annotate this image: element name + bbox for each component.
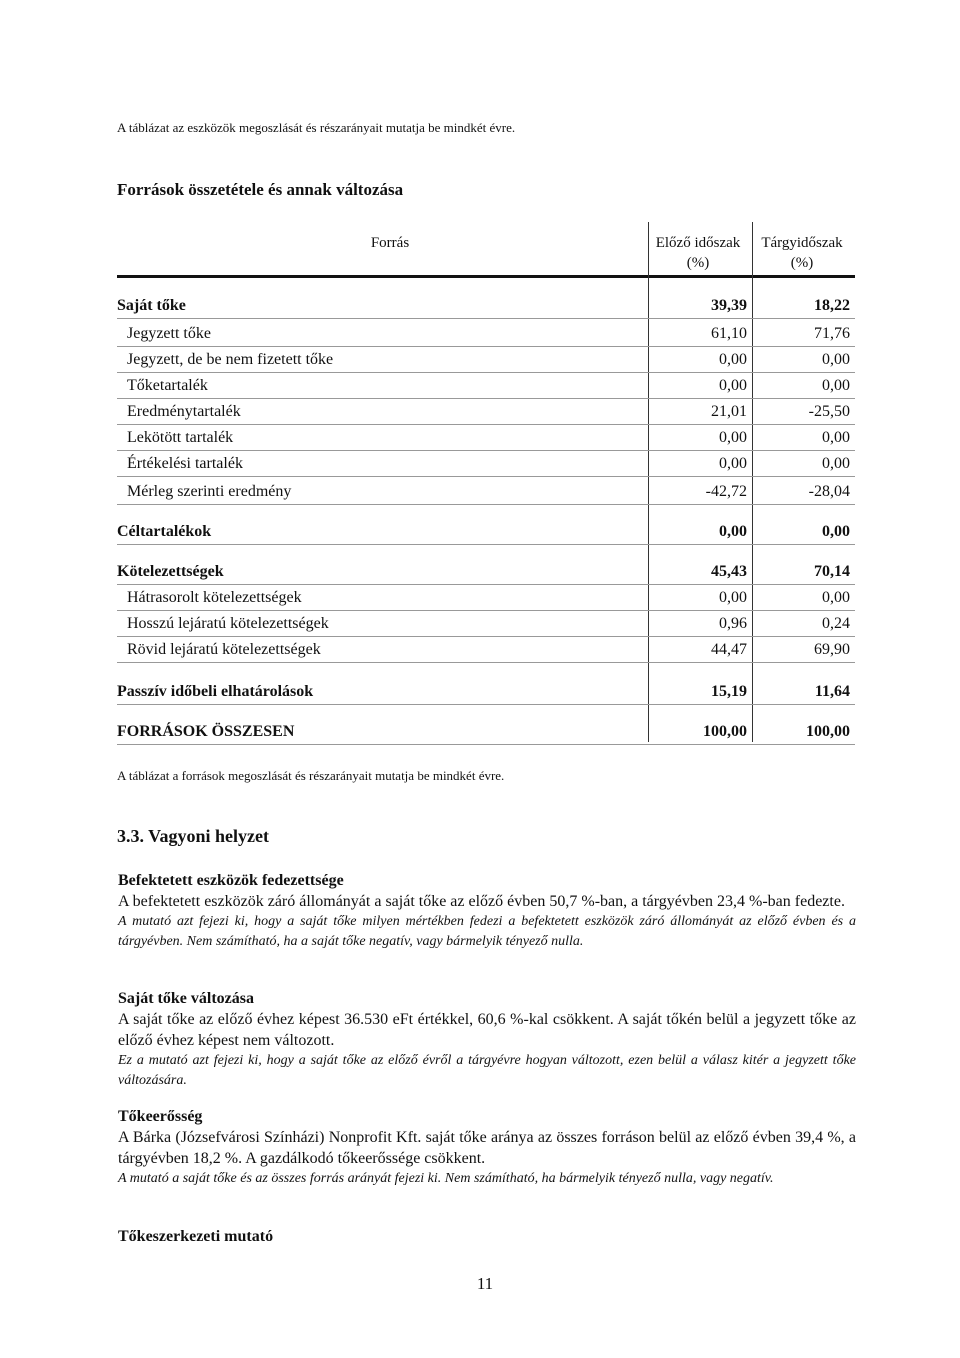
row-prev-value: 0,00 [719, 429, 747, 446]
row-curr-value: 69,90 [814, 641, 850, 658]
table-row [117, 610, 855, 637]
col-prev-header: Előző időszak (%) [655, 235, 741, 271]
row-curr-value: 0,00 [822, 429, 850, 446]
row-label: Hosszú lejáratú kötelezettségek [127, 615, 329, 632]
row-label: Eredménytartalék [127, 403, 241, 420]
row-curr-value: 11,64 [814, 683, 850, 700]
table-row [117, 518, 855, 545]
row-curr-value: 100,00 [806, 723, 850, 740]
row-prev-value: 0,00 [719, 455, 747, 472]
heading: Tőkeerősség [118, 1108, 203, 1125]
table-row [117, 718, 855, 745]
note: A mutató a saját tőke és az összes forrás arányát fejezi ki. Nem számítható, ha bármelyik tényező nulla, vagy negatív. [118, 1171, 774, 1186]
row-prev-value: 21,01 [711, 403, 747, 420]
note: A mutató azt fejezi ki, hogy a saját tőke milyen mértékben fedezi a befektetett eszközök záró állományát az előző évben és a tárgyévben. Nem számítható, ha a saját tőke negatív, vagy bármelyik tényező nulla. [118, 914, 856, 949]
row-curr-value: -25,50 [808, 403, 850, 420]
row-prev-value: 15,19 [711, 683, 747, 700]
table-row [117, 346, 855, 373]
row-prev-value: 100,00 [703, 723, 747, 740]
row-prev-value: 45,43 [711, 563, 747, 580]
body-text: A befektetett eszközök záró állományát a saját tőke az előző évben 50,7 %-ban, a tárgyévben 23,4 %-ban fedezte. [118, 893, 845, 910]
col-curr-header: Tárgyidőszak (%) [761, 235, 843, 271]
heading: Befektetett eszközök fedezettsége [118, 872, 344, 889]
row-label: Jegyzett tőke [127, 325, 211, 342]
row-label: Saját tőke [117, 297, 186, 314]
table-row [117, 636, 855, 663]
row-curr-value: 70,14 [814, 563, 850, 580]
body-text: A saját tőke az előző évhez képest 36.530 eFt értékkel, 60,6 %-kal csökkent. A saját tőkén belül a jegyzett tőke az előző évhez képest nem változott. [118, 1011, 856, 1049]
row-curr-value: 0,00 [822, 351, 850, 368]
section-tokeeroseg [118, 1106, 856, 1189]
table-row [117, 372, 855, 399]
table-row [117, 398, 855, 425]
row-label: Kötelezettségek [117, 563, 224, 580]
table-row [117, 450, 855, 477]
body-text: A Bárka (Józsefvárosi Színházi) Nonprofit Kft. saját tőke aránya az összes forráson belül az előző évben 39,4 %, a tárgyévben 18,2 %. A gazdálkodó tőkeerőssége csökkent. [118, 1129, 856, 1167]
row-curr-value: 0,24 [822, 615, 850, 632]
header-rule [117, 275, 855, 278]
row-prev-value: 44,47 [711, 641, 747, 658]
row-prev-value: 0,00 [719, 523, 747, 540]
row-curr-value: 0,00 [822, 455, 850, 472]
table-row [117, 320, 855, 347]
table-row [117, 584, 855, 611]
section-title: 3.3. Vagyoni helyzet [117, 826, 270, 846]
row-label: Passzív időbeli elhatárolások [117, 683, 314, 700]
row-curr-value: 71,76 [814, 325, 850, 342]
row-label: Értékelési tartalék [127, 455, 243, 472]
heading: Tőkeszerkezeti mutató [118, 1228, 274, 1245]
row-label: Mérleg szerinti eredmény [127, 483, 292, 500]
table-row [117, 478, 855, 505]
table-title: Források összetétele és annak változása [117, 180, 404, 199]
page-number: 11 [476, 1274, 494, 1293]
row-label: FORRÁSOK ÖSSZESEN [117, 723, 295, 740]
row-curr-value: 0,00 [822, 377, 850, 394]
heading: Saját tőke változása [118, 990, 254, 1007]
table-row [117, 292, 855, 319]
row-prev-value: 0,00 [719, 589, 747, 606]
row-prev-value: 0,96 [719, 615, 747, 632]
row-prev-value: 39,39 [711, 297, 747, 314]
row-curr-value: 0,00 [822, 589, 850, 606]
note: Ez a mutató azt fejezi ki, hogy a saját tőke az előző évről a tárgyévre hogyan változott, ezen belül a válasz kitér a jegyzett tőke változására. [118, 1053, 856, 1088]
row-label: Céltartalékok [117, 523, 212, 540]
row-label: Hátrasorolt kötelezettségek [127, 589, 302, 606]
table-row [117, 558, 855, 585]
row-label: Lekötött tartalék [127, 429, 234, 446]
row-label: Jegyzett, de be nem fizetett tőke [127, 351, 334, 368]
row-curr-value: 0,00 [822, 523, 850, 540]
col-source-header: Forrás [370, 235, 410, 251]
row-prev-value: -42,72 [705, 483, 747, 500]
section-sajat-toke [118, 988, 856, 1091]
row-curr-value: 18,22 [814, 297, 850, 314]
row-prev-value: 0,00 [719, 377, 747, 394]
row-label: Rövid lejáratú kötelezettségek [127, 641, 321, 658]
row-prev-value: 61,10 [711, 325, 747, 342]
table-caption: A táblázat a források megoszlását és részarányait mutatja be mindkét évre. [117, 768, 505, 783]
section-fedezettseg [118, 870, 856, 952]
row-curr-value: -28,04 [808, 483, 850, 500]
table-row [117, 678, 855, 705]
row-label: Tőketartalék [127, 377, 208, 394]
section-tokeszerkezet [118, 1226, 856, 1247]
table-row [117, 424, 855, 451]
row-prev-value: 0,00 [719, 351, 747, 368]
top-caption: A táblázat az eszközök megoszlását és részarányait mutatja be mindkét évre. [117, 120, 516, 135]
